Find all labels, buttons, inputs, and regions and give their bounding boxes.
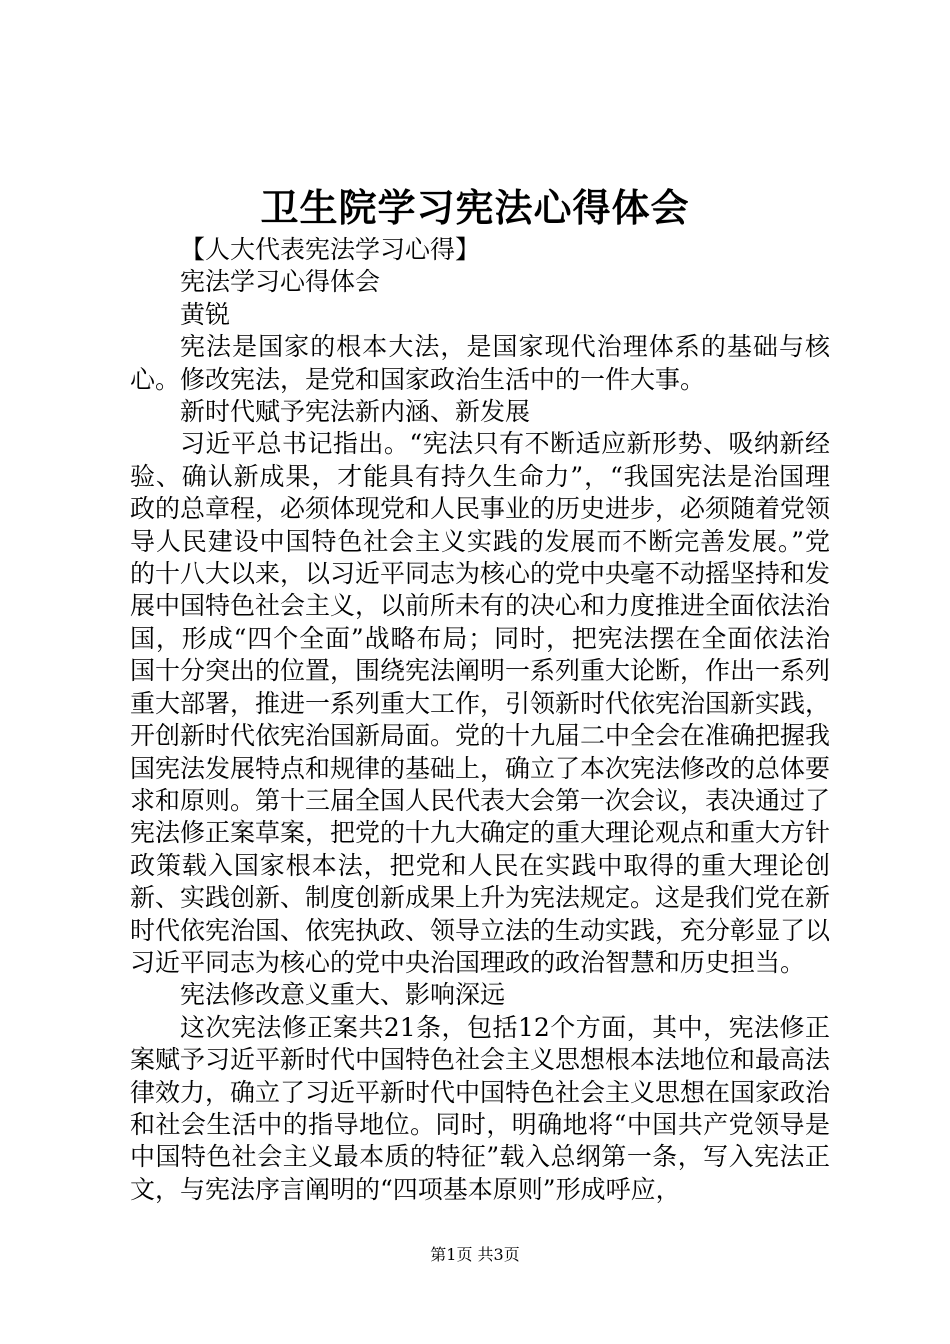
document-title: 卫生院学习宪法心得体会	[260, 185, 690, 230]
page-footer: 第1页 共3页	[430, 1245, 520, 1264]
paragraph-significance-body: 这次宪法修正案共21条，包括12个方面，其中，宪法修正案赋予习近平新时代中国特色社会主义思想根本法地位和最高法律效力，确立了习近平新时代中国特色社会主义思想在国家政治和社会生活中的指导地位。同时，明确地将“中国共产党领导是中国特色社会主义最本质的特征”载入总纲第一条，写入宪法正文，与宪法序言阐明的“四项基本原则”形成呼应，	[130, 1012, 831, 1204]
document-body	[130, 234, 830, 1206]
paragraph-intro: 宪法是国家的根本大法，是国家现代治理体系的基础与核心。修改宪法，是党和国家政治生活中的一件大事。	[130, 332, 830, 394]
paragraph-heading-source: 【人大代表宪法学习心得】	[180, 235, 481, 264]
paragraph-new-era-body: 习近平总书记指出。“宪法只有不断适应新形势、吸纳新经验、确认新成果，才能具有持久生命力”，“我国宪法是治国理政的总章程，必须体现党和人民事业的历史进步，必须随着党领导人民建设中国特色社会主义实践的发展而不断完善发展。”党的十八大以来，以习近平同志为核心的党中央毫不动摇坚持和发展中国特色社会主义，以前所未有的决心和力度推进全面依法治国，形成“四个全面”战略布局；同时，把宪法摆在全面依法治国十分突出的位置，围绕宪法阐明一系列重大论断，作出一系列重大部署，推进一系列重大工作，引领新时代依宪治国新实践，开创新时代依宪治国新局面。党的十九届二中全会在准确把握我国宪法发展特点和规律的基础上，确立了本次宪法修改的总体要求和原则。第十三届全国人民代表大会第一次会议，表决通过了宪法修正案草案，把党的十九大确定的重大理论观点和重大方针政策载入国家根本法，把党和人民在实践中取得的重大理论创新、实践创新、制度创新成果上升为宪法规定。这是我们党在新时代依宪治国、依宪执政、领导立法的生动实践，充分彰显了以习近平同志为核心的党中央治国理政的政治智慧和历史担当。	[130, 429, 831, 977]
section-heading-significance: 宪法修改意义重大、影响深远	[180, 980, 506, 1010]
section-heading-new-era: 新时代赋予宪法新内涵、新发展	[180, 397, 531, 427]
paragraph-author: 黄锐	[180, 299, 231, 329]
paragraph-subtitle: 宪法学习心得体会	[180, 267, 381, 297]
